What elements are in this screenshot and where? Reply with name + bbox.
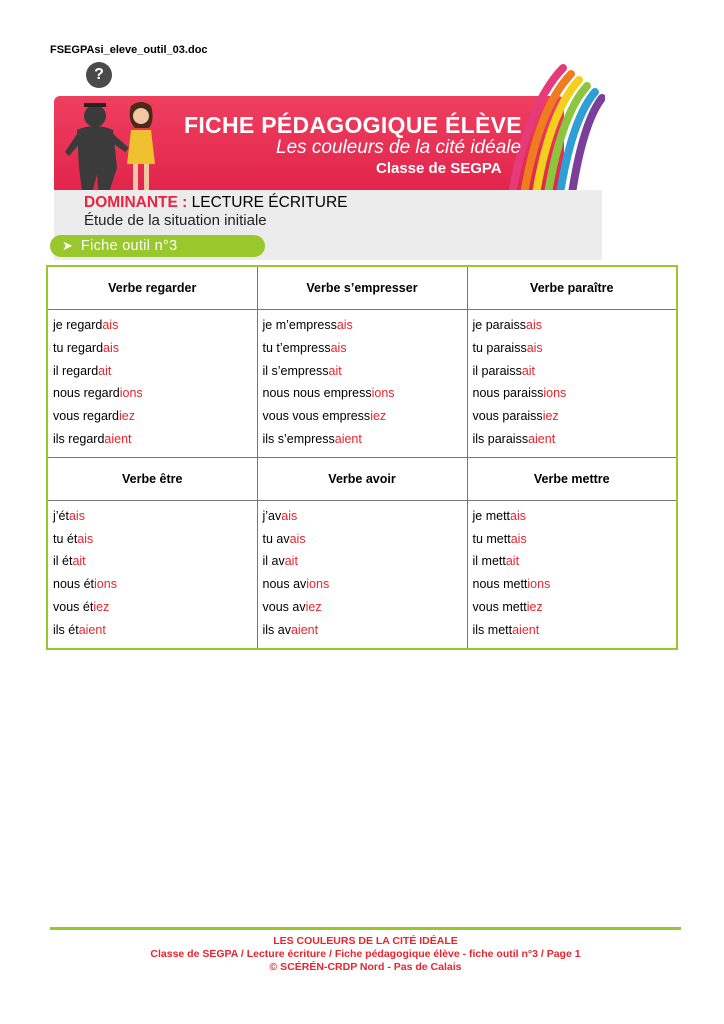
verb-stem: nous paraiss — [472, 386, 544, 401]
verb-form — [473, 573, 677, 596]
verb-stem: vous paraiss — [472, 409, 543, 424]
verb-form — [53, 505, 257, 528]
verb-form — [263, 505, 467, 528]
verb-ending: aient — [512, 622, 540, 637]
verb-stem: je regard — [53, 318, 103, 332]
verb-ending: ais — [281, 508, 298, 523]
verb-form — [473, 619, 677, 642]
document-filename: FSEGPAsi_eleve_outil_03.doc — [50, 44, 208, 56]
verb-form — [53, 573, 257, 596]
verb-stem: vous mett — [472, 599, 527, 614]
verb-stem: vous vous empress — [262, 409, 371, 424]
verb-ending: ions — [543, 386, 567, 401]
verb-form — [53, 337, 257, 360]
verb-ending: aient — [334, 431, 362, 446]
verb-ending: ions — [371, 386, 395, 401]
verb-stem: vous ét — [53, 599, 94, 614]
conjugation-cell — [257, 310, 467, 458]
conjugation-row — [47, 310, 677, 458]
verb-ending: aient — [528, 431, 556, 446]
verb-stem: je mett — [472, 508, 511, 523]
verb-ending: ait — [72, 554, 86, 569]
verb-form — [53, 382, 257, 405]
verb-stem: nous av — [262, 577, 307, 592]
verb-stem: il paraiss — [472, 363, 522, 378]
class-label: Classe de SEGPA — [376, 160, 502, 177]
verb-form — [263, 528, 467, 551]
verb-ending: ais — [510, 508, 526, 523]
verb-form — [473, 505, 677, 528]
verb-stem: vous av — [262, 599, 306, 614]
verb-header: Verbe paraître — [467, 266, 677, 310]
verb-form — [53, 405, 257, 428]
verb-form — [53, 596, 257, 619]
etude-line: Étude de la situation initiale — [84, 212, 267, 229]
verb-stem: nous nous empress — [262, 386, 372, 401]
verb-form — [263, 405, 467, 428]
conjugation-table — [46, 265, 678, 650]
verb-stem: tu paraiss — [472, 340, 527, 355]
verb-stem: il mett — [472, 554, 506, 569]
verb-ending: ais — [77, 531, 94, 546]
conjugation-cell — [47, 310, 257, 458]
verb-ending: ais — [68, 508, 85, 523]
verb-ending: iez — [370, 409, 387, 424]
verb-ending: ais — [103, 340, 120, 355]
verb-ending: ions — [527, 577, 551, 592]
verb-stem: ils av — [262, 622, 291, 637]
verb-form — [473, 314, 677, 337]
footer-line-3: © SCÉRÉN-CRDP Nord - Pas de Calais — [269, 961, 462, 973]
verb-form — [53, 428, 257, 451]
verb-ending: ais — [510, 531, 527, 546]
question-mark-bubble: ? — [86, 62, 112, 88]
conjugation-cell — [257, 500, 467, 648]
verb-form — [473, 382, 677, 405]
verb-form — [263, 428, 467, 451]
verb-header: Verbe être — [47, 457, 257, 500]
verb-form — [53, 314, 257, 337]
verb-stem: ils regard — [53, 431, 105, 446]
verb-ending: iez — [526, 599, 543, 614]
verb-header: Verbe mettre — [467, 457, 677, 500]
verb-ending: aient — [290, 622, 319, 637]
footer — [50, 935, 681, 974]
header-banner — [50, 60, 602, 260]
verb-ending: aient — [78, 622, 106, 637]
verb-form — [53, 360, 257, 383]
verb-header-row — [47, 457, 677, 500]
verb-form — [263, 596, 467, 619]
verb-form — [473, 550, 677, 573]
verb-stem: nous mett — [472, 577, 528, 592]
footer-line-1: LES COULEURS DE LA CITÉ IDÉALE — [273, 935, 458, 947]
verb-header: Verbe regarder — [47, 266, 257, 310]
verb-ending: aient — [104, 431, 132, 446]
verb-form — [473, 337, 677, 360]
verb-ending: iez — [305, 599, 322, 614]
dominante-label: DOMINANTE : — [84, 194, 188, 211]
fiche-label: Fiche outil n°3 — [80, 238, 178, 254]
page-title: FICHE PÉDAGOGIQUE ÉLÈVE — [184, 112, 522, 138]
verb-form — [263, 573, 467, 596]
verb-stem: je m’empress — [262, 318, 337, 332]
verb-stem: il ét — [53, 554, 73, 569]
verb-ending: ions — [94, 577, 117, 592]
verb-form — [263, 550, 467, 573]
conjugation-row — [47, 500, 677, 648]
verb-ending: iez — [93, 599, 110, 614]
verb-stem: j’av — [262, 508, 282, 523]
verb-stem: ils mett — [472, 622, 513, 637]
verb-form — [263, 619, 467, 642]
verb-form — [473, 428, 677, 451]
verb-form — [263, 360, 467, 383]
verb-header: Verbe s’empresser — [257, 266, 467, 310]
verb-form — [473, 360, 677, 383]
verb-stem: ils s’empress — [262, 431, 335, 446]
verb-header-row — [47, 266, 677, 310]
verb-stem: tu t’empress — [262, 340, 331, 355]
verb-form — [473, 405, 677, 428]
verb-ending: ions — [306, 577, 330, 592]
verb-ending: ait — [284, 554, 298, 569]
verb-ending: ais — [289, 531, 306, 546]
verb-form — [473, 528, 677, 551]
verb-stem: il av — [262, 554, 285, 569]
verb-form — [53, 550, 257, 573]
verb-ending: ait — [521, 363, 536, 378]
verb-stem: tu mett — [472, 531, 511, 546]
verb-form — [53, 619, 257, 642]
verb-form — [263, 337, 467, 360]
footer-divider — [50, 927, 681, 930]
verb-stem: ils paraiss — [472, 431, 529, 446]
verb-stem: ils ét — [53, 622, 79, 637]
verb-stem: tu ét — [53, 531, 78, 546]
verb-stem: j’ét — [53, 508, 69, 523]
verb-ending: ions — [119, 386, 143, 401]
fiche-badge — [50, 235, 265, 257]
dominante-value: LECTURE ÉCRITURE — [191, 194, 348, 211]
verb-ending: ais — [336, 318, 353, 332]
verb-ending: ais — [102, 318, 119, 332]
characters-illustration — [55, 90, 160, 202]
conjugation-cell — [467, 500, 677, 648]
verb-stem: nous regard — [53, 386, 120, 401]
verb-stem: nous ét — [53, 577, 95, 592]
verb-stem: il regard — [53, 363, 99, 378]
verb-stem: vous regard — [53, 409, 120, 424]
verb-stem: tu regard — [53, 340, 104, 355]
footer-line-2: Classe de SEGPA / Lecture écriture / Fiche pédagogique élève - fiche outil n°3 / Page 1 — [150, 948, 581, 960]
verb-form — [263, 314, 467, 337]
verb-ending: ais — [526, 340, 543, 355]
verb-form — [263, 382, 467, 405]
conjugation-cell — [467, 310, 677, 458]
verb-ending: ait — [328, 363, 342, 378]
dominante-line — [84, 194, 348, 212]
verb-ending: ais — [526, 318, 542, 332]
verb-ending: ais — [330, 340, 347, 355]
verb-ending: iez — [119, 409, 135, 424]
verb-header: Verbe avoir — [257, 457, 467, 500]
verb-ending: iez — [542, 409, 559, 424]
verb-ending: ait — [98, 363, 112, 378]
verb-stem: je paraiss — [472, 318, 526, 332]
verb-stem: tu av — [262, 531, 290, 546]
conjugation-cell — [47, 500, 257, 648]
page-subtitle: Les couleurs de la cité idéale — [276, 137, 522, 158]
arrow-right-icon: ➤ — [62, 238, 73, 253]
verb-stem: il s’empress — [262, 363, 329, 378]
verb-form — [473, 596, 677, 619]
verb-ending: ait — [505, 554, 520, 569]
verb-form — [53, 528, 257, 551]
